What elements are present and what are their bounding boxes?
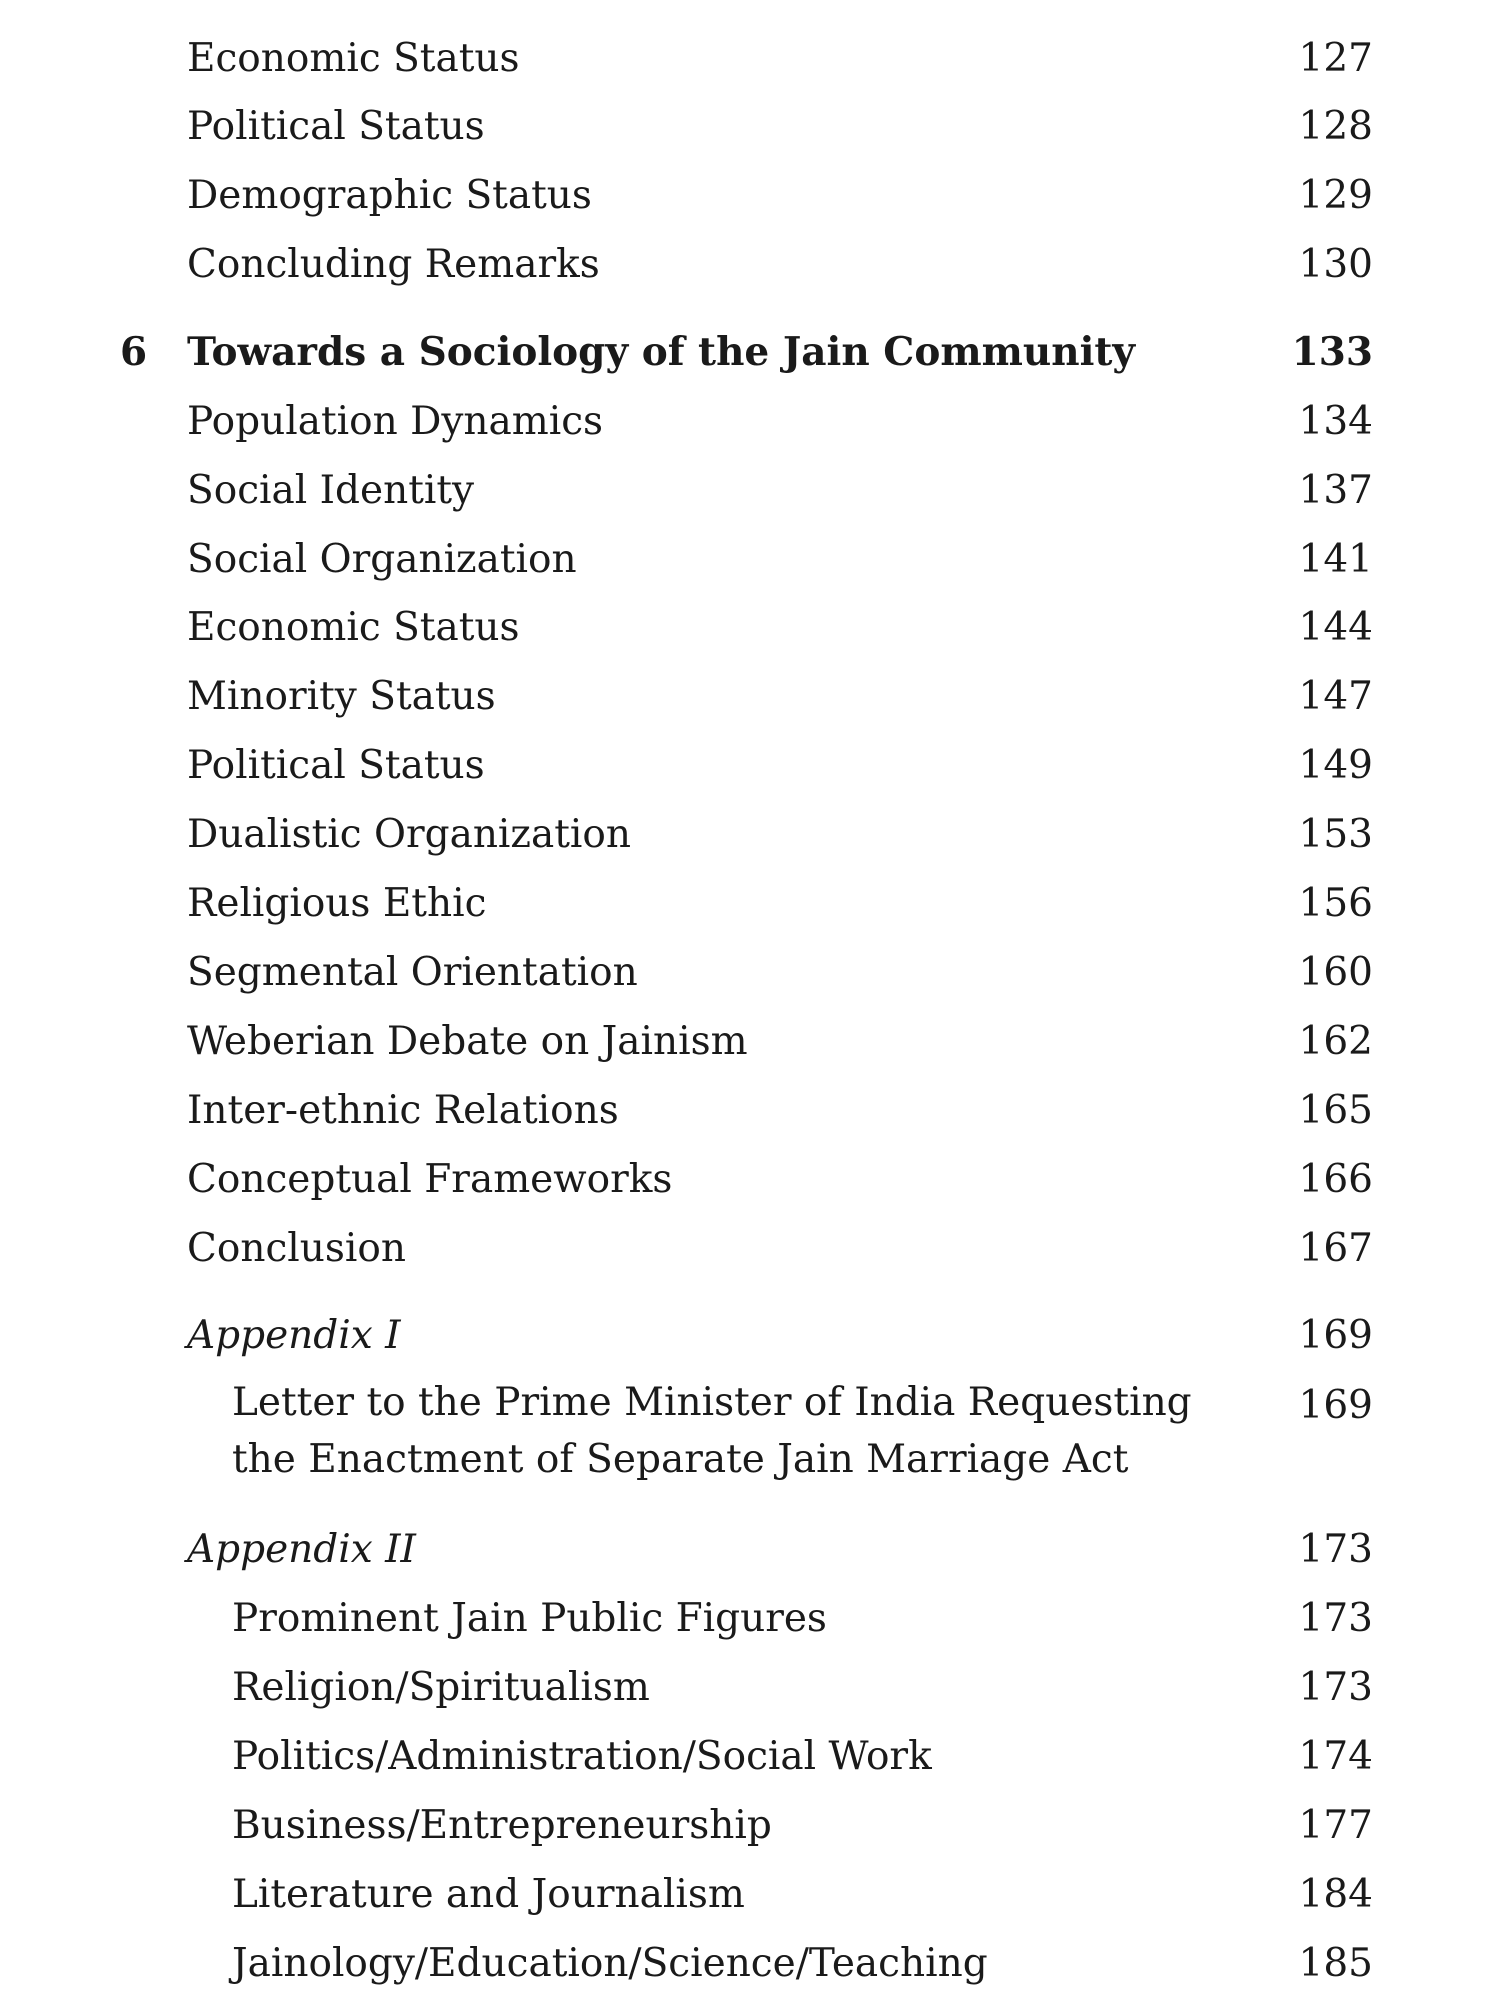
- toc-entry-title: Prominent Jain Public Figures: [232, 1596, 827, 1641]
- toc-entry-title: Social Organization: [187, 537, 577, 582]
- toc-page-number: 160: [1298, 950, 1373, 995]
- chapter-title: Towards a Sociology of the Jain Community: [187, 329, 1136, 375]
- toc-entry-title: Religion/Spiritualism: [232, 1665, 650, 1710]
- toc-entry-title: Religious Ethic: [187, 881, 487, 926]
- toc-entry-title: Minority Status: [187, 674, 496, 719]
- toc-page-number: 177: [1298, 1803, 1373, 1848]
- toc-page-number: 144: [1298, 605, 1373, 650]
- appendix-title: Appendix II: [187, 1527, 416, 1572]
- toc-entry-title: Letter to the Prime Minister of India Requesting the Enactment of Separate Jain Marriage Act: [232, 1380, 1192, 1482]
- toc-entry-title: Population Dynamics: [187, 399, 604, 444]
- toc-entry-title: Conceptual Frameworks: [187, 1157, 673, 1202]
- toc-entry-title: Social Identity: [187, 468, 475, 513]
- toc-page-number: 137: [1298, 468, 1373, 513]
- toc-page-number: 169: [1298, 1383, 1373, 1428]
- toc-page-number: 184: [1298, 1872, 1373, 1917]
- toc-page-number: 167: [1298, 1226, 1373, 1271]
- toc-entry-title: Politics/Administration/Social Work: [232, 1734, 932, 1779]
- toc-page-number: 169: [1298, 1313, 1373, 1358]
- toc-page-number: 141: [1298, 537, 1373, 582]
- toc-entry-title: Weberian Debate on Jainism: [187, 1019, 748, 1064]
- toc-entry-title: Conclusion: [187, 1226, 406, 1271]
- toc-page-number: 166: [1298, 1157, 1373, 1202]
- toc-page-number: 173: [1298, 1596, 1373, 1641]
- toc-page-number: 185: [1298, 1941, 1373, 1986]
- toc-page-number: 129: [1298, 173, 1373, 218]
- toc-entry-title: Literature and Journalism: [232, 1872, 745, 1917]
- toc-entry-title: Jainology/Education/Science/Teaching: [232, 1941, 988, 1986]
- toc-page-number: 162: [1298, 1019, 1373, 1064]
- toc-page-number: 173: [1298, 1527, 1373, 1572]
- toc-page-number: 156: [1298, 881, 1373, 926]
- toc-entry-title: Economic Status: [187, 605, 520, 650]
- chapter-number: 6: [120, 329, 148, 375]
- toc-page-number: 153: [1298, 812, 1373, 857]
- toc-entry-title: Dualistic Organization: [187, 812, 631, 857]
- toc-page-number: 147: [1298, 674, 1373, 719]
- toc-entry-title: Political Status: [187, 743, 485, 788]
- toc-page-number: 174: [1298, 1734, 1373, 1779]
- toc-page-number: 130: [1298, 242, 1373, 287]
- appendix-title: Appendix I: [187, 1313, 401, 1358]
- toc-page-number: 149: [1298, 743, 1373, 788]
- toc-page-number: 133: [1291, 329, 1373, 375]
- toc-entry-title: Concluding Remarks: [187, 242, 600, 287]
- toc-page-number: 134: [1298, 399, 1373, 444]
- toc-page-number: 165: [1298, 1088, 1373, 1133]
- toc-entry-title: Political Status: [187, 104, 485, 149]
- toc-entry-title: Inter-ethnic Relations: [187, 1088, 619, 1133]
- toc-page-number: 173: [1298, 1665, 1373, 1710]
- toc-entry-title: Demographic Status: [187, 173, 592, 218]
- toc-entry-title: Segmental Orientation: [187, 950, 638, 995]
- toc-entry-title: Economic Status: [187, 36, 520, 81]
- toc-page-number: 128: [1298, 104, 1373, 149]
- toc-entry-title: Business/Entrepreneurship: [232, 1803, 772, 1848]
- toc-page-number: 127: [1298, 36, 1373, 81]
